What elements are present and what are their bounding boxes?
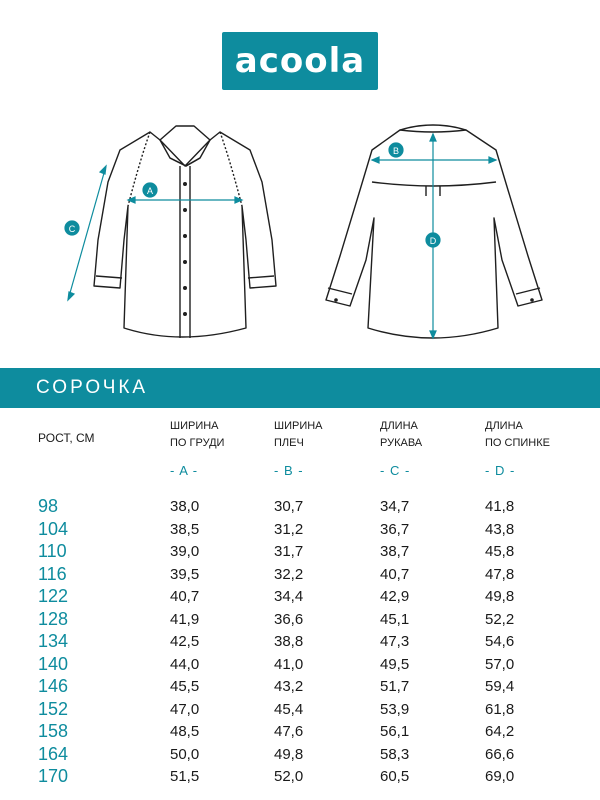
marker-b: B (392, 146, 400, 156)
measurement-cell: 59,4 (485, 678, 515, 695)
column-header-line1: ДЛИНА (380, 420, 418, 432)
measurement-cell: 31,7 (274, 543, 304, 560)
column-code-c: - C - (380, 463, 411, 478)
measurement-cell: 47,0 (170, 700, 200, 718)
measurement-cell: 45,4 (274, 700, 304, 718)
measurement-cell: 39,0 (170, 543, 200, 560)
brand-logo (222, 32, 378, 90)
measurement-cell: 53,9 (380, 700, 410, 718)
column-code-a: - A - (170, 463, 199, 478)
shirt-back-illustration (326, 125, 542, 338)
measurement-cell: 47,3 (380, 633, 410, 650)
measurement-cell: 60,5 (380, 768, 410, 785)
column-header-back (485, 418, 550, 452)
measurement-cell: 41,8 (485, 498, 515, 515)
measurement-cell: 51,7 (380, 678, 410, 695)
column-header-shoulders (274, 418, 323, 452)
measurement-cell: 52,2 (485, 610, 515, 628)
size-value: 122 (38, 586, 69, 606)
measurement-cell: 43,8 (485, 520, 515, 538)
product-title: СОРОЧКА (36, 377, 149, 398)
column-header-line2: ПО СПИНКЕ (485, 437, 550, 449)
column-code-d: - D - (485, 463, 516, 478)
measurement-cell: 34,7 (380, 498, 410, 515)
measurement-cell: 38,8 (274, 633, 304, 650)
size-value: 170 (38, 766, 69, 786)
marker-c: C (68, 224, 76, 234)
table-row (0, 586, 600, 606)
table-row (0, 766, 600, 786)
measurement-cell: 40,7 (380, 565, 410, 583)
measurement-cell: 36,6 (274, 610, 304, 628)
size-value: 98 (38, 496, 59, 516)
marker-d: D (429, 236, 437, 246)
measurement-cell: 54,6 (485, 633, 515, 650)
brand-logo-text: acoola (234, 41, 366, 81)
measurement-cell: 38,0 (170, 498, 200, 515)
measurement-cell: 56,1 (380, 723, 410, 740)
measurement-cell: 45,8 (485, 543, 515, 560)
table-row (0, 744, 600, 764)
measurement-cell: 39,5 (170, 565, 200, 583)
table-row (0, 519, 600, 539)
table-row (0, 721, 600, 741)
size-value: 152 (38, 698, 69, 719)
table-row (0, 609, 600, 629)
measurement-cell: 47,8 (485, 565, 515, 583)
table-row (0, 564, 600, 584)
measurement-cell: 66,6 (485, 745, 515, 763)
measurement-cell: 49,5 (380, 655, 410, 673)
measurement-cell: 64,2 (485, 723, 515, 740)
size-value: 104 (38, 518, 69, 539)
column-header-line1: ШИРИНА (170, 420, 219, 432)
size-value: 116 (38, 563, 67, 584)
column-header-chest (170, 418, 224, 452)
size-value: 110 (38, 541, 67, 561)
size-value: 164 (38, 743, 69, 764)
size-value: 146 (38, 676, 69, 696)
measurement-cell: 38,7 (380, 543, 410, 560)
measurement-cell: 49,8 (274, 745, 304, 763)
size-value: 128 (38, 608, 69, 629)
shirt-front-illustration (94, 126, 276, 338)
measurement-cell: 47,6 (274, 723, 304, 740)
table-row (0, 699, 600, 719)
column-header-line1: ШИРИНА (274, 420, 323, 432)
measurement-cell: 69,0 (485, 768, 515, 785)
measurement-cell: 31,2 (274, 520, 304, 538)
measurement-cell: 30,7 (274, 498, 304, 515)
measurement-cell: 36,7 (380, 520, 410, 538)
measurement-cell: 42,9 (380, 588, 410, 605)
measurement-cell: 34,4 (274, 588, 304, 605)
measurement-cell: 45,1 (380, 610, 410, 628)
size-value: 158 (38, 721, 69, 741)
shirt-diagram (0, 100, 600, 360)
measurement-cell: 58,3 (380, 745, 410, 763)
size-value: 134 (38, 631, 69, 651)
column-code-b: - B - (274, 463, 304, 478)
column-header-line2: ПО ГРУДИ (170, 437, 225, 449)
measurement-cell: 41,0 (274, 655, 304, 673)
column-header-line1: ДЛИНА (485, 420, 523, 432)
column-header-line2: РУКАВА (380, 437, 423, 449)
marker-a: A (146, 186, 154, 196)
column-header-sleeve (380, 418, 422, 452)
measurement-cell: 61,8 (485, 700, 515, 718)
measurement-cell: 40,7 (170, 588, 200, 605)
table-row (0, 541, 600, 561)
measurement-cell: 51,5 (170, 768, 200, 785)
table-row (0, 654, 600, 674)
measurement-cell: 32,2 (274, 565, 304, 583)
table-row (0, 631, 600, 651)
measurement-cell: 45,5 (170, 678, 200, 695)
column-header-line2: ПЛЕЧ (274, 437, 304, 449)
measurement-cell: 52,0 (274, 768, 304, 785)
measurement-cell: 38,5 (170, 520, 200, 538)
measurement-cell: 43,2 (274, 678, 304, 695)
table-row (0, 496, 600, 516)
measurement-cell: 44,0 (170, 655, 200, 673)
measurement-cell: 50,0 (170, 745, 200, 763)
measurement-cell: 49,8 (485, 588, 515, 605)
height-header: РОСТ, СМ (38, 431, 95, 445)
measurement-cell: 48,5 (170, 723, 200, 740)
measurement-cell: 42,5 (170, 633, 200, 650)
table-row (0, 676, 600, 696)
measurement-cell: 57,0 (485, 655, 515, 673)
measurement-cell: 41,9 (170, 610, 200, 628)
size-value: 140 (38, 653, 69, 674)
product-banner (0, 368, 600, 408)
